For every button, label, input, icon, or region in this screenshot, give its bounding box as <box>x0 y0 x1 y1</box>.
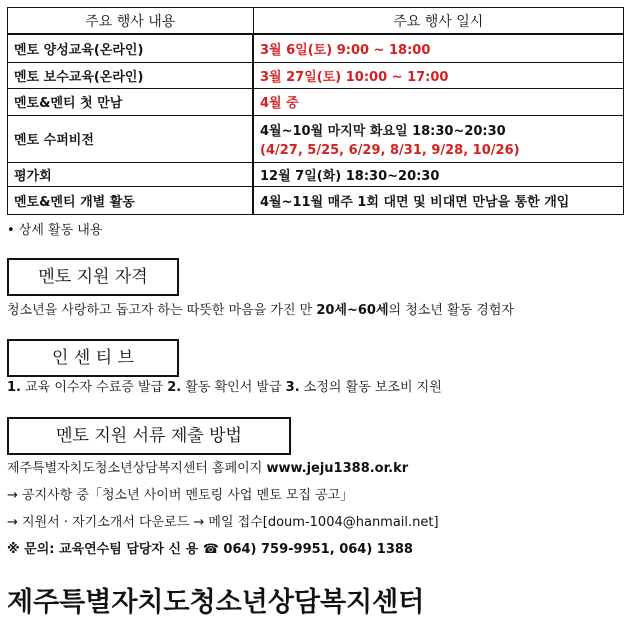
event-cell: 멘토 수퍼비전 <box>8 115 254 162</box>
incentive-num: 1. <box>7 380 21 395</box>
qualification-pre: 청소년을 사랑하고 돕고자 하는 따뜻한 마음을 가진 만 <box>7 303 317 318</box>
date-cell <box>253 115 624 162</box>
event-schedule-table <box>7 7 624 215</box>
incentive-heading: 인 센 티 브 <box>7 339 179 377</box>
incentive-text: 활동 확인서 발급 <box>181 380 286 395</box>
table-row <box>8 162 624 186</box>
table-row <box>8 88 624 115</box>
header-date: 주요 행사 일시 <box>253 8 624 35</box>
date-list: (4/27, 5/25, 6/29, 8/31, 9/28, 10/26) <box>260 142 520 158</box>
homepage-link[interactable]: www.jeju1388.or.kr <box>266 461 409 476</box>
event-cell: 멘토 보수교육(온라인) <box>8 62 254 88</box>
qualification-text <box>7 299 514 318</box>
date-cell: 12월 7일(화) 18:30~20:30 <box>253 162 624 186</box>
date-line: 4월~10월 마지막 화요일 18:30~20:30 <box>260 123 506 139</box>
header-event: 주요 행사 내용 <box>8 8 254 35</box>
contact-line: ※ 문의: 교육연수팀 담당자 신 용 ☎ 064) 759-9951, 064) 1388 <box>7 542 413 557</box>
date-cell: 4월~11월 매주 1회 대면 및 비대면 만남을 통한 개입 <box>253 186 624 214</box>
event-cell: 멘토&멘티 첫 만남 <box>8 88 254 115</box>
homepage-label: 제주특별자치도청소년상담복지센터 홈페이지 <box>7 461 267 476</box>
date-cell: 3월 27일(토) 10:00 ~ 17:00 <box>253 62 624 88</box>
incentive-list <box>7 376 442 395</box>
table-row <box>8 62 624 88</box>
incentive-text: 소정의 활동 보조비 지원 <box>299 380 442 395</box>
email-label: → 지원서 · 자기소개서 다운로드 → 메일 접수 <box>7 515 263 530</box>
event-cell: 멘토&멘티 개별 활동 <box>8 186 254 214</box>
event-cell: 멘토 양성교육(온라인) <box>8 34 254 62</box>
org-title: 제주특별자치도청소년상담복지센터 <box>7 587 425 618</box>
qualification-age: 20세~60세 <box>316 303 389 318</box>
incentive-num: 3. <box>285 380 300 395</box>
event-cell: 평가회 <box>8 162 254 186</box>
date-cell: 3월 6일(토) 9:00 ~ 18:00 <box>253 34 624 62</box>
qualification-heading: 멘토 지원 자격 <box>7 258 179 296</box>
table-header-row <box>8 8 624 35</box>
homepage-line <box>7 457 408 476</box>
submission-heading: 멘토 지원 서류 제출 방법 <box>7 417 291 455</box>
date-cell: 4월 중 <box>253 88 624 115</box>
table-row <box>8 34 624 62</box>
table-row <box>8 115 624 162</box>
email-link[interactable]: [doum-1004@hanmail.net] <box>262 515 439 530</box>
incentive-num: 2. <box>167 380 182 395</box>
notice-line: → 공지사항 중「청소년 사이버 멘토링 사업 멘토 모집 공고」 <box>7 488 354 503</box>
email-line <box>7 511 439 530</box>
qualification-post: 의 청소년 활동 경험자 <box>388 303 514 318</box>
incentive-text: 교육 이수자 수료증 발급 <box>20 380 168 395</box>
detail-note: • 상세 활동 내용 <box>7 223 103 238</box>
table-row <box>8 186 624 214</box>
